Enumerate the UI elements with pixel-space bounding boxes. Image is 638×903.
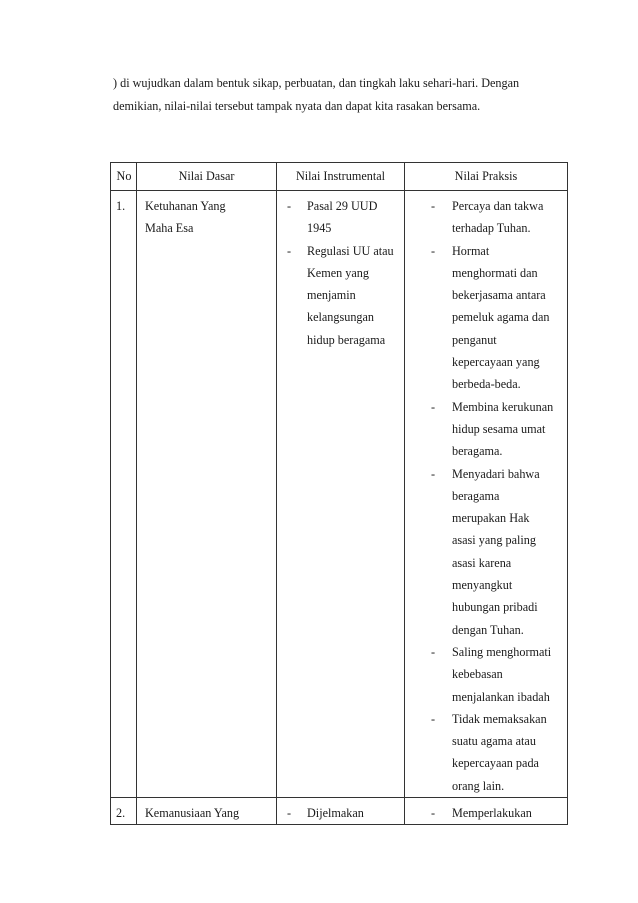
list-item-line: - Percaya dan takwa <box>452 199 544 213</box>
list-item-line: 1945 <box>307 221 332 236</box>
dasar-line: Ketuhanan Yang <box>145 199 226 213</box>
list-item-line: kepercayaan pada <box>452 756 539 771</box>
list-item-line: Kemen yang <box>307 265 369 280</box>
header-nilai-dasar: Nilai Dasar <box>137 163 277 191</box>
intro-line: ) di wujudkan dalam bentuk sikap, perbuatan, dan tingkah laku sehari-hari. Dengan <box>113 76 520 90</box>
list-item-line: suatu agama atau <box>452 734 536 749</box>
list-item <box>307 240 400 351</box>
list-item-line: asasi yang paling <box>452 533 536 548</box>
list-item-line: - Hormat <box>452 243 490 258</box>
cell-nilai-praksis <box>405 191 568 798</box>
intro-line: demikian, nilai-nilai tersebut tampak nyata dan dapat kita rasakan bersama. <box>113 99 481 113</box>
list-item-line: orang lain. <box>452 778 505 793</box>
intro-paragraph <box>113 72 573 118</box>
list-item-line: - Dijelmakan <box>307 806 364 821</box>
cell-nilai-instrumental <box>277 798 405 825</box>
header-nilai-instrumental: Nilai Instrumental <box>277 163 405 191</box>
list-item <box>452 641 563 708</box>
header-no: No <box>111 163 137 191</box>
list-item <box>452 240 563 396</box>
list-item-line: menjalankan ibadah <box>452 689 550 704</box>
table-header-row <box>111 163 568 191</box>
list-item <box>452 708 563 797</box>
list-item-line: hidup sesama umat <box>452 421 546 436</box>
list-item-line: dengan Tuhan. <box>452 622 524 637</box>
nilai-table <box>110 162 568 825</box>
list-item-line: menyangkut <box>452 578 513 593</box>
instrumental-list <box>287 195 400 351</box>
table-row <box>111 191 568 798</box>
list-item <box>452 195 563 240</box>
list-item-line: kepercayaan yang <box>452 355 540 370</box>
list-item-line: terhadap Tuhan. <box>452 221 531 236</box>
list-item-line: - Pasal 29 UUD <box>307 199 378 213</box>
cell-no: 2. <box>111 798 137 825</box>
instrumental-list <box>287 802 400 824</box>
praksis-list <box>432 195 563 797</box>
list-item-line: - Tidak memaksakan <box>452 711 547 726</box>
list-item-line: kebebasan <box>452 667 503 682</box>
cell-no: 1. <box>111 191 137 798</box>
list-item-line: - Membina kerukunan <box>452 399 554 414</box>
list-item-line: berbeda-beda. <box>452 377 521 392</box>
list-item <box>452 396 563 463</box>
list-item-line: kelangsungan <box>307 310 375 325</box>
list-item-line: - Saling menghormati <box>452 644 552 659</box>
cell-nilai-praksis <box>405 798 568 825</box>
list-item-line: hubungan pribadi <box>452 600 538 615</box>
header-nilai-praksis: Nilai Praksis <box>405 163 568 191</box>
list-item-line: beragama. <box>452 444 503 459</box>
praksis-list <box>432 802 563 824</box>
dasar-line: Kemanusiaan Yang <box>145 806 240 821</box>
list-item-line: bekerjasama antara <box>452 288 546 303</box>
list-item-line: penganut <box>452 332 497 347</box>
table-row <box>111 798 568 825</box>
cell-nilai-instrumental <box>277 191 405 798</box>
list-item-line: asasi karena <box>452 555 512 570</box>
list-item <box>452 802 563 824</box>
list-item-line: - Regulasi UU atau <box>307 243 394 258</box>
list-item <box>307 195 400 240</box>
list-item-line: - Menyadari bahwa <box>452 466 540 481</box>
list-item <box>307 802 400 824</box>
list-item <box>452 463 563 641</box>
list-item-line: - Memperlakukan <box>452 806 532 821</box>
cell-nilai-dasar <box>137 191 277 798</box>
list-item-line: hidup beragama <box>307 332 386 347</box>
list-item-line: menghormati dan <box>452 265 538 280</box>
dasar-line: Maha Esa <box>145 221 194 236</box>
list-item-line: merupakan Hak <box>452 511 530 526</box>
list-item-line: menjamin <box>307 288 356 303</box>
cell-nilai-dasar <box>137 798 277 825</box>
list-item-line: pemeluk agama dan <box>452 310 550 325</box>
list-item-line: beragama <box>452 488 500 503</box>
